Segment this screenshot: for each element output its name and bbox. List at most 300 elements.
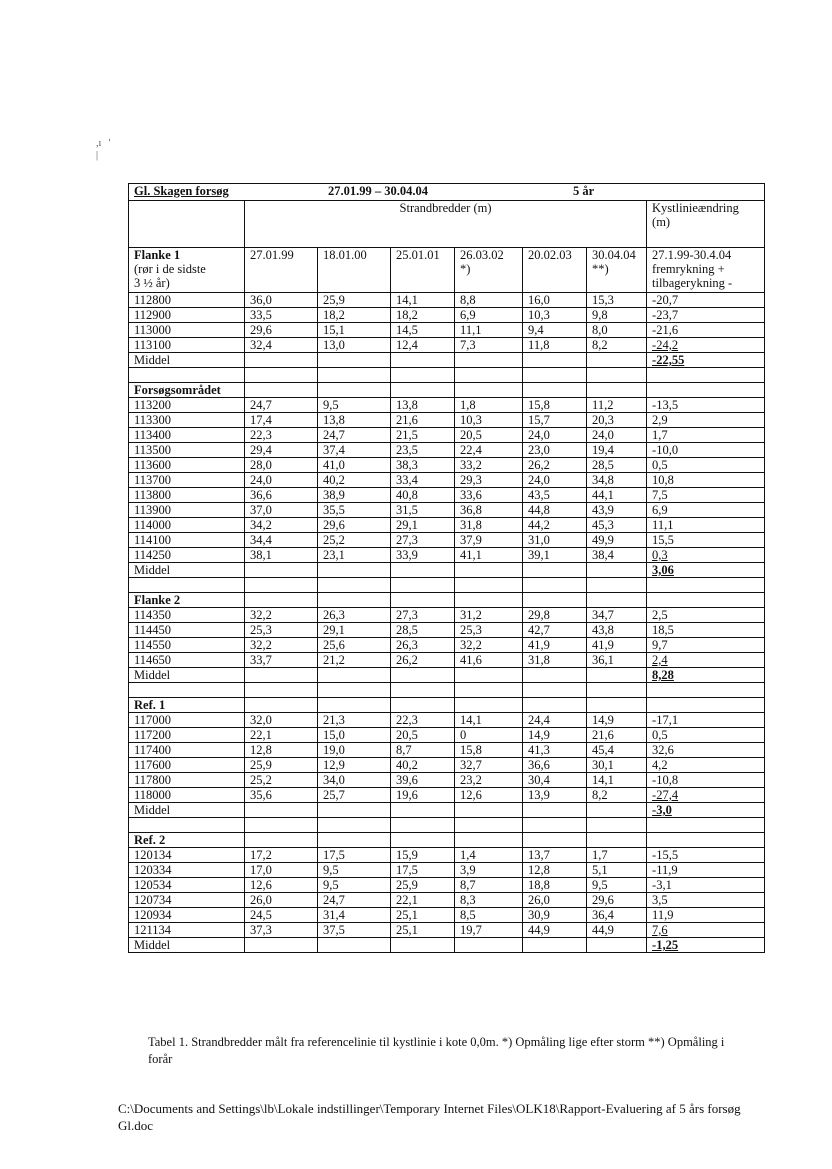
date-4: 26.03.02 *) xyxy=(455,248,523,293)
width-value: 36,1 xyxy=(587,653,647,668)
width-value: 32,2 xyxy=(455,638,523,653)
empty-cell xyxy=(245,353,318,368)
ref1-rows xyxy=(129,683,765,818)
empty-cell xyxy=(587,698,647,713)
change-value: 0,5 xyxy=(647,458,765,473)
width-value: 29,8 xyxy=(523,608,587,623)
width-value: 22,3 xyxy=(245,428,318,443)
station-id: 114000 xyxy=(129,518,245,533)
forsog-rows xyxy=(129,368,765,578)
width-value: 15,3 xyxy=(587,293,647,308)
width-value: 40,8 xyxy=(391,488,455,503)
table-row xyxy=(129,398,765,413)
flanke2-rows xyxy=(129,578,765,683)
empty-cell xyxy=(245,383,318,398)
table-row xyxy=(129,443,765,458)
width-value: 14,1 xyxy=(587,773,647,788)
empty-cell xyxy=(523,383,587,398)
width-value: 11,1 xyxy=(455,323,523,338)
empty-cell xyxy=(587,833,647,848)
table-row xyxy=(129,788,765,803)
empty-cell xyxy=(523,353,587,368)
middel-row xyxy=(129,938,765,953)
table-row xyxy=(129,548,765,563)
width-value: 26,3 xyxy=(391,638,455,653)
width-value: 28,0 xyxy=(245,458,318,473)
width-value: 17,4 xyxy=(245,413,318,428)
width-value: 32,0 xyxy=(245,713,318,728)
width-value: 17,0 xyxy=(245,863,318,878)
width-value: 41,6 xyxy=(455,653,523,668)
width-value: 23,5 xyxy=(391,443,455,458)
width-value: 41,0 xyxy=(318,458,391,473)
flanke1-header-row xyxy=(129,248,765,293)
width-value: 23,0 xyxy=(523,443,587,458)
table-row xyxy=(129,323,765,338)
change-value: -3,1 xyxy=(647,878,765,893)
empty-cell xyxy=(391,698,455,713)
table-row xyxy=(129,773,765,788)
blank-row xyxy=(129,818,765,833)
empty-cell xyxy=(523,698,587,713)
empty-cell xyxy=(647,383,765,398)
width-value: 32,7 xyxy=(455,758,523,773)
width-value: 44,1 xyxy=(587,488,647,503)
width-value: 20,5 xyxy=(455,428,523,443)
width-value: 9,5 xyxy=(587,878,647,893)
width-value: 15,1 xyxy=(318,323,391,338)
empty-cell xyxy=(318,833,391,848)
width-value: 20,3 xyxy=(587,413,647,428)
table-title: Gl. Skagen forsøg xyxy=(134,184,229,198)
change-value: -23,7 xyxy=(647,308,765,323)
width-value: 1,8 xyxy=(455,398,523,413)
empty-cell xyxy=(455,803,523,818)
empty-cell xyxy=(245,578,318,593)
width-value: 29,4 xyxy=(245,443,318,458)
width-value: 21,3 xyxy=(318,713,391,728)
empty-cell xyxy=(523,683,587,698)
width-value: 15,7 xyxy=(523,413,587,428)
change-value: 10,8 xyxy=(647,473,765,488)
width-value: 45,3 xyxy=(587,518,647,533)
width-value: 8,5 xyxy=(455,908,523,923)
empty-cell xyxy=(455,938,523,953)
station-id: 117400 xyxy=(129,743,245,758)
station-id: 117000 xyxy=(129,713,245,728)
width-value: 30,1 xyxy=(587,758,647,773)
width-value: 14,1 xyxy=(455,713,523,728)
empty-cell xyxy=(129,368,245,383)
width-value: 25,7 xyxy=(318,788,391,803)
width-value: 36,8 xyxy=(455,503,523,518)
empty-cell xyxy=(245,833,318,848)
width-value: 21,6 xyxy=(391,413,455,428)
width-value: 22,4 xyxy=(455,443,523,458)
width-value: 29,6 xyxy=(245,323,318,338)
empty-cell xyxy=(318,938,391,953)
width-value: 12,8 xyxy=(523,863,587,878)
empty-cell xyxy=(318,353,391,368)
width-value: 14,1 xyxy=(391,293,455,308)
empty-cell xyxy=(129,818,245,833)
width-value: 26,2 xyxy=(523,458,587,473)
table-row xyxy=(129,308,765,323)
width-value: 14,5 xyxy=(391,323,455,338)
station-id: 113800 xyxy=(129,488,245,503)
table-row xyxy=(129,413,765,428)
change-value: 2,9 xyxy=(647,413,765,428)
width-value: 34,8 xyxy=(587,473,647,488)
width-value: 31,8 xyxy=(523,653,587,668)
station-id: 113900 xyxy=(129,503,245,518)
width-value: 11,2 xyxy=(587,398,647,413)
change-value: 32,6 xyxy=(647,743,765,758)
section-title: Forsøgsområdet xyxy=(129,383,245,398)
width-value: 24,7 xyxy=(318,428,391,443)
section-title-row xyxy=(129,833,765,848)
width-value: 0 xyxy=(455,728,523,743)
empty-cell xyxy=(391,383,455,398)
width-value: 37,4 xyxy=(318,443,391,458)
change-value: 11,9 xyxy=(647,908,765,923)
width-value: 42,7 xyxy=(523,623,587,638)
blank-row xyxy=(129,683,765,698)
width-value: 25,2 xyxy=(245,773,318,788)
width-value: 24,0 xyxy=(587,428,647,443)
empty-cell xyxy=(318,383,391,398)
width-value: 8,8 xyxy=(455,293,523,308)
section-title: Ref. 1 xyxy=(129,698,245,713)
empty-cell xyxy=(245,368,318,383)
width-value: 41,3 xyxy=(523,743,587,758)
width-value: 23,1 xyxy=(318,548,391,563)
change-value: 2,4 xyxy=(647,653,765,668)
section-title: Flanke 2 xyxy=(129,593,245,608)
width-value: 43,9 xyxy=(587,503,647,518)
width-value: 24,7 xyxy=(245,398,318,413)
width-value: 38,1 xyxy=(245,548,318,563)
station-id: 118000 xyxy=(129,788,245,803)
change-header: 27.1.99-30.4.04 fremrykning + tilbagerykning - xyxy=(647,248,765,293)
width-value: 15,8 xyxy=(455,743,523,758)
width-value: 18,2 xyxy=(391,308,455,323)
width-value: 15,0 xyxy=(318,728,391,743)
empty-cell xyxy=(245,683,318,698)
empty-cell xyxy=(391,818,455,833)
width-value: 23,2 xyxy=(455,773,523,788)
width-value: 34,2 xyxy=(245,518,318,533)
empty-cell xyxy=(523,578,587,593)
width-value: 32,2 xyxy=(245,608,318,623)
middel-row xyxy=(129,668,765,683)
empty-cell xyxy=(318,683,391,698)
empty-cell xyxy=(245,938,318,953)
empty-cell xyxy=(455,383,523,398)
width-value: 44,8 xyxy=(523,503,587,518)
width-value: 29,1 xyxy=(318,623,391,638)
strandbredder-label: Strandbredder (m) xyxy=(245,201,647,248)
width-value: 25,2 xyxy=(318,533,391,548)
station-id: 120334 xyxy=(129,863,245,878)
width-value: 9,4 xyxy=(523,323,587,338)
width-value: 36,6 xyxy=(523,758,587,773)
width-value: 13,8 xyxy=(318,413,391,428)
width-value: 29,3 xyxy=(455,473,523,488)
width-value: 30,9 xyxy=(523,908,587,923)
empty-cell xyxy=(523,833,587,848)
table-duration: 5 år xyxy=(572,184,595,198)
empty-cell xyxy=(318,803,391,818)
margin-marks: ,ı ' | xyxy=(96,138,111,161)
date-3: 25.01.01 xyxy=(391,248,455,293)
width-value: 8,2 xyxy=(587,338,647,353)
change-value: 0,3 xyxy=(647,548,765,563)
width-value: 14,9 xyxy=(587,713,647,728)
width-value: 13,7 xyxy=(523,848,587,863)
empty-cell xyxy=(245,698,318,713)
table-row xyxy=(129,338,765,353)
empty-cell xyxy=(391,833,455,848)
empty-cell xyxy=(129,578,245,593)
width-value: 29,6 xyxy=(318,518,391,533)
table-row xyxy=(129,908,765,923)
width-value: 19,7 xyxy=(455,923,523,938)
width-value: 25,9 xyxy=(391,878,455,893)
width-value: 14,9 xyxy=(523,728,587,743)
width-value: 44,9 xyxy=(587,923,647,938)
beach-width-table xyxy=(128,183,765,953)
middel-value: -3,0 xyxy=(647,803,765,818)
date-5: 20.02.03 xyxy=(523,248,587,293)
station-id: 114450 xyxy=(129,623,245,638)
empty-cell xyxy=(587,368,647,383)
width-value: 34,7 xyxy=(587,608,647,623)
width-value: 33,9 xyxy=(391,548,455,563)
width-value: 8,0 xyxy=(587,323,647,338)
empty-cell xyxy=(391,578,455,593)
station-id: 114350 xyxy=(129,608,245,623)
section-title: Ref. 2 xyxy=(129,833,245,848)
station-id: 113600 xyxy=(129,458,245,473)
width-value: 22,3 xyxy=(391,713,455,728)
table-row xyxy=(129,878,765,893)
station-id: 112800 xyxy=(129,293,245,308)
width-value: 25,1 xyxy=(391,908,455,923)
date-6: 30.04.04 **) xyxy=(587,248,647,293)
empty-cell xyxy=(647,368,765,383)
width-value: 34,0 xyxy=(318,773,391,788)
change-value: -13,5 xyxy=(647,398,765,413)
width-value: 13,8 xyxy=(391,398,455,413)
station-id: 114650 xyxy=(129,653,245,668)
change-value: 6,9 xyxy=(647,503,765,518)
width-value: 9,5 xyxy=(318,398,391,413)
empty-cell xyxy=(391,563,455,578)
empty-cell xyxy=(391,683,455,698)
change-value: 0,5 xyxy=(647,728,765,743)
width-value: 10,3 xyxy=(455,413,523,428)
middel-row xyxy=(129,563,765,578)
empty-cell xyxy=(587,683,647,698)
width-value: 9,5 xyxy=(318,863,391,878)
width-value: 37,0 xyxy=(245,503,318,518)
width-value: 39,6 xyxy=(391,773,455,788)
width-value: 22,1 xyxy=(391,893,455,908)
width-value: 29,6 xyxy=(587,893,647,908)
width-value: 5,1 xyxy=(587,863,647,878)
middel-label: Middel xyxy=(129,563,245,578)
table-row xyxy=(129,923,765,938)
width-value: 30,4 xyxy=(523,773,587,788)
station-id: 113000 xyxy=(129,323,245,338)
width-value: 15,8 xyxy=(523,398,587,413)
empty-cell xyxy=(647,833,765,848)
width-value: 12,6 xyxy=(455,788,523,803)
width-value: 45,4 xyxy=(587,743,647,758)
width-value: 25,3 xyxy=(455,623,523,638)
empty-cell xyxy=(318,818,391,833)
change-value: 2,5 xyxy=(647,608,765,623)
width-value: 33,2 xyxy=(455,458,523,473)
change-value: 15,5 xyxy=(647,533,765,548)
width-value: 11,8 xyxy=(523,338,587,353)
station-id: 113200 xyxy=(129,398,245,413)
width-value: 8,3 xyxy=(455,893,523,908)
width-value: 8,7 xyxy=(391,743,455,758)
width-value: 37,5 xyxy=(318,923,391,938)
empty-cell xyxy=(587,383,647,398)
width-value: 15,9 xyxy=(391,848,455,863)
middel-value: -22,55 xyxy=(647,353,765,368)
width-value: 39,1 xyxy=(523,548,587,563)
empty-cell xyxy=(455,563,523,578)
width-value: 44,2 xyxy=(523,518,587,533)
empty-cell xyxy=(318,668,391,683)
station-id: 120934 xyxy=(129,908,245,923)
ref2-rows xyxy=(129,818,765,953)
empty-cell xyxy=(455,683,523,698)
width-value: 17,5 xyxy=(318,848,391,863)
width-value: 33,7 xyxy=(245,653,318,668)
middel-row xyxy=(129,353,765,368)
width-value: 36,0 xyxy=(245,293,318,308)
empty-cell xyxy=(391,668,455,683)
station-id: 117800 xyxy=(129,773,245,788)
width-value: 21,6 xyxy=(587,728,647,743)
empty-cell xyxy=(587,803,647,818)
table-caption: Tabel 1. Strandbredder målt fra referencelinie til kystlinie i kote 0,0m. *) Opmåling lige efter storm **) Opmåling i forår xyxy=(148,1035,725,1066)
empty-cell xyxy=(647,593,765,608)
empty-cell xyxy=(318,578,391,593)
change-value: -21,6 xyxy=(647,323,765,338)
middel-label: Middel xyxy=(129,803,245,818)
change-value: 3,5 xyxy=(647,893,765,908)
width-value: 36,6 xyxy=(245,488,318,503)
station-id: 117600 xyxy=(129,758,245,773)
empty-cell xyxy=(647,698,765,713)
file-path-footer: C:\Documents and Settings\lb\Lokale indstillinger\Temporary Internet Files\OLK18\Rapport-Evaluering af 5 års forsøg Gl.doc xyxy=(118,1101,741,1133)
change-value: -24,2 xyxy=(647,338,765,353)
width-value: 43,8 xyxy=(587,623,647,638)
width-value: 26,0 xyxy=(245,893,318,908)
empty-cell xyxy=(587,563,647,578)
change-value: -15,5 xyxy=(647,848,765,863)
date-1: 27.01.99 xyxy=(245,248,318,293)
width-value: 31,0 xyxy=(523,533,587,548)
width-value: 26,0 xyxy=(523,893,587,908)
change-value: -20,7 xyxy=(647,293,765,308)
width-value: 6,9 xyxy=(455,308,523,323)
flanke1-rows xyxy=(129,293,765,368)
station-id: 114100 xyxy=(129,533,245,548)
empty-cell xyxy=(455,833,523,848)
width-value: 25,9 xyxy=(318,293,391,308)
table-row xyxy=(129,458,765,473)
table-row xyxy=(129,533,765,548)
width-value: 7,3 xyxy=(455,338,523,353)
change-value: -17,1 xyxy=(647,713,765,728)
width-value: 35,6 xyxy=(245,788,318,803)
empty-cell xyxy=(455,818,523,833)
station-id: 117200 xyxy=(129,728,245,743)
width-value: 49,9 xyxy=(587,533,647,548)
width-value: 33,6 xyxy=(455,488,523,503)
width-value: 31,4 xyxy=(318,908,391,923)
width-value: 40,2 xyxy=(318,473,391,488)
table-row xyxy=(129,293,765,308)
width-value: 17,2 xyxy=(245,848,318,863)
width-value: 27,3 xyxy=(391,608,455,623)
table-title-row xyxy=(129,184,765,201)
table-row xyxy=(129,428,765,443)
width-value: 33,5 xyxy=(245,308,318,323)
change-value: 1,7 xyxy=(647,428,765,443)
width-value: 3,9 xyxy=(455,863,523,878)
empty-cell xyxy=(523,818,587,833)
width-value: 1,4 xyxy=(455,848,523,863)
empty-cell xyxy=(455,368,523,383)
empty-cell xyxy=(587,668,647,683)
width-value: 16,0 xyxy=(523,293,587,308)
change-value: -11,9 xyxy=(647,863,765,878)
table-row xyxy=(129,713,765,728)
width-value: 18,2 xyxy=(318,308,391,323)
width-value: 31,2 xyxy=(455,608,523,623)
empty-cell xyxy=(455,698,523,713)
empty-cell xyxy=(647,683,765,698)
table-row xyxy=(129,758,765,773)
width-value: 38,4 xyxy=(587,548,647,563)
width-value: 31,5 xyxy=(391,503,455,518)
change-value: 4,2 xyxy=(647,758,765,773)
middel-value: 8,28 xyxy=(647,668,765,683)
middel-value: -1,25 xyxy=(647,938,765,953)
empty-cell xyxy=(391,593,455,608)
empty-cell xyxy=(391,938,455,953)
width-value: 41,9 xyxy=(523,638,587,653)
width-value: 41,1 xyxy=(455,548,523,563)
width-value: 25,6 xyxy=(318,638,391,653)
width-value: 28,5 xyxy=(391,623,455,638)
empty-cell xyxy=(647,578,765,593)
empty-cell xyxy=(245,803,318,818)
width-value: 37,9 xyxy=(455,533,523,548)
width-value: 32,4 xyxy=(245,338,318,353)
table-row xyxy=(129,893,765,908)
width-value: 8,7 xyxy=(455,878,523,893)
middel-label: Middel xyxy=(129,353,245,368)
